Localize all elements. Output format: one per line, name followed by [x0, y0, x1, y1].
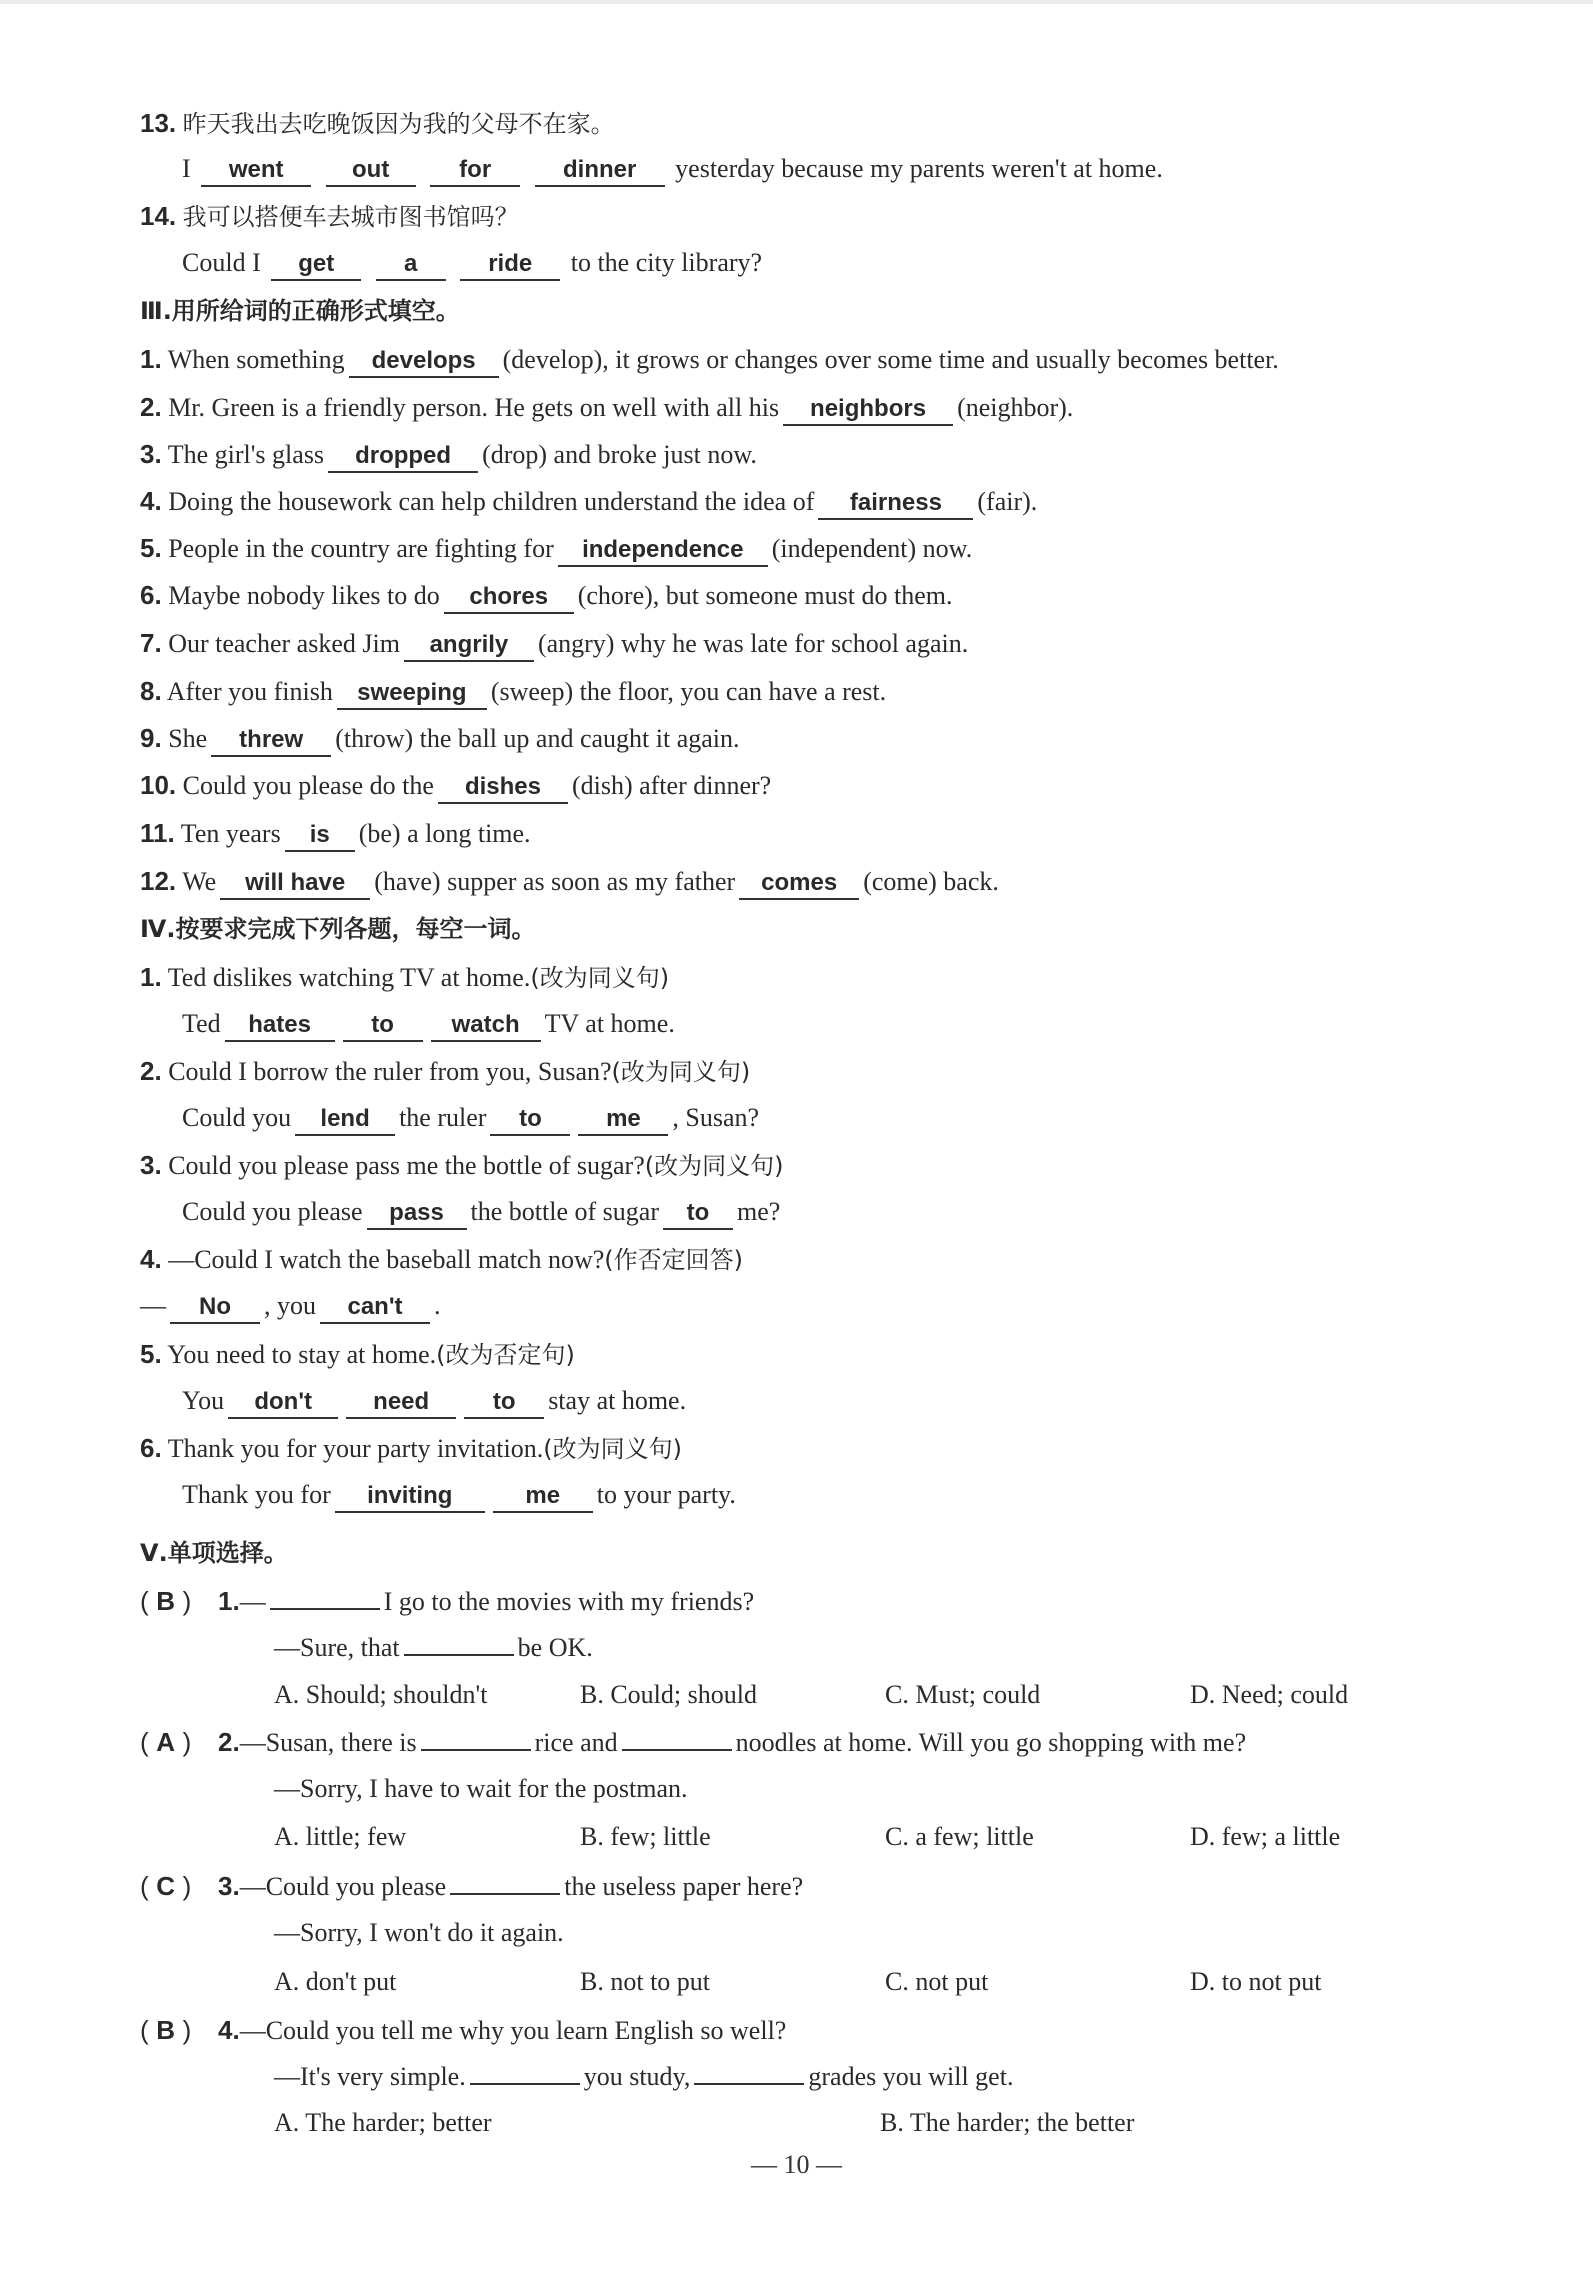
- blank: to: [663, 1198, 733, 1230]
- s3-item: 6. Maybe nobody likes to do chores (chore), but someone must do them.: [140, 576, 1553, 615]
- blank: develops: [349, 346, 499, 378]
- option-b: B. Could; should: [580, 1680, 757, 1709]
- blank: dropped: [328, 441, 478, 473]
- blank: threw: [211, 725, 331, 757]
- blank: need: [346, 1387, 456, 1419]
- blank: went: [201, 155, 311, 187]
- s4-q4-answer: — No , you can't .: [140, 1287, 1553, 1325]
- mc-q1-stem: ( B ) 1.— I go to the movies with my friends?: [140, 1582, 1553, 1621]
- blank: No: [170, 1292, 260, 1324]
- blank: get: [271, 249, 361, 281]
- blank: neighbors: [783, 394, 953, 426]
- blank: angrily: [404, 630, 534, 662]
- s4-q4: 4. —Could I watch the baseball match now?(作否定回答): [140, 1244, 744, 1274]
- blank: to: [464, 1387, 544, 1419]
- blank: don't: [228, 1387, 338, 1419]
- blank: [450, 1869, 560, 1895]
- answer-bracket: ( C ): [140, 1871, 192, 1901]
- blank: dinner: [535, 155, 665, 187]
- s3-item: 5. People in the country are fighting for independence (independent) now.: [140, 529, 1553, 568]
- s3-item: 4. Doing the housework can help children understand the idea of fairness (fair).: [140, 482, 1553, 521]
- blank: chores: [444, 582, 574, 614]
- page-number: — 10 —: [751, 2150, 842, 2179]
- option-a: A. The harder; better: [274, 2108, 492, 2137]
- section-5-title: Ⅴ.单项选择。: [140, 1539, 288, 1567]
- blank: inviting: [335, 1481, 485, 1513]
- blank: fairness: [818, 488, 973, 520]
- s3-item: 9. She threw (throw) the ball up and caught it again.: [140, 719, 1553, 758]
- s4-q2-answer: Could you lend the ruler to me , Susan?: [182, 1099, 1553, 1137]
- option-c: C. not put: [885, 1967, 989, 1996]
- section-3-title: Ⅲ.用所给词的正确形式填空。: [140, 297, 460, 325]
- s3-item: 11. Ten years is (be) a long time.: [140, 814, 1553, 853]
- s4-q3-answer: Could you please pass the bottle of sugar to me?: [182, 1193, 1553, 1231]
- option-b: B. The harder; the better: [880, 2108, 1135, 2137]
- option-c: C. Must; could: [885, 1680, 1041, 1709]
- blank: can't: [320, 1292, 430, 1324]
- blank: a: [376, 249, 446, 281]
- blank: watch: [431, 1010, 541, 1042]
- s4-q6: 6. Thank you for your party invitation.(改为同义句): [140, 1433, 682, 1463]
- section-4-title: Ⅳ.按要求完成下列各题，每空一词。: [140, 915, 536, 943]
- blank: to: [490, 1104, 570, 1136]
- option-b: B. few; little: [580, 1822, 711, 1851]
- s4-q6-answer: Thank you for inviting me to your party.: [182, 1476, 1553, 1514]
- option-d: D. Need; could: [1190, 1680, 1349, 1709]
- blank: [404, 1630, 514, 1656]
- q13-answer: I went out for dinner yesterday because my parents weren't at home.: [182, 150, 1553, 188]
- blank: comes: [739, 868, 859, 900]
- s3-item: 1. When something develops (develop), it grows or changes over some time and usually becomes better.: [140, 340, 1553, 379]
- q14-prompt: 14. 我可以搭便车去城市图书馆吗？: [140, 201, 519, 231]
- s4-q2: 2. Could I borrow the ruler from you, Susan?(改为同义句): [140, 1056, 751, 1086]
- answer-bracket: ( A ): [140, 1727, 192, 1757]
- s4-q5-answer: You don't need to stay at home.: [182, 1382, 1553, 1420]
- s3-item: 8. After you finish sweeping (sweep) the floor, you can have a rest.: [140, 672, 1553, 711]
- blank: is: [285, 820, 355, 852]
- blank: [622, 1725, 732, 1751]
- mc-q3-line2: —Sorry, I won't do it again.: [274, 1918, 564, 1947]
- option-d: D. few; a little: [1190, 1822, 1341, 1851]
- blank: [270, 1584, 380, 1610]
- s3-item: 10. Could you please do the dishes (dish) after dinner?: [140, 766, 1553, 805]
- blank: [421, 1725, 531, 1751]
- option-b: B. not to put: [580, 1967, 711, 1996]
- mc-q1-line2: —Sure, that be OK.: [274, 1629, 1553, 1667]
- s4-q5: 5. You need to stay at home.(改为否定句): [140, 1339, 575, 1369]
- blank: for: [430, 155, 520, 187]
- option-a: A. don't put: [274, 1967, 397, 1996]
- blank: pass: [367, 1198, 467, 1230]
- blank: me: [578, 1104, 668, 1136]
- mc-q2-stem: ( A ) 2.—Susan, there is rice and noodles at home. Will you go shopping with me?: [140, 1723, 1553, 1762]
- blank: independence: [558, 535, 768, 567]
- answer-bracket: ( B ): [140, 2015, 192, 2045]
- blank: out: [326, 155, 416, 187]
- blank: sweeping: [337, 678, 487, 710]
- s4-q1-answer: Ted hates to watch TV at home.: [182, 1005, 1553, 1043]
- mc-q2-line2: —Sorry, I have to wait for the postman.: [274, 1774, 688, 1803]
- s3-item: 2. Mr. Green is a friendly person. He gets on well with all his neighbors (neighbor).: [140, 388, 1553, 427]
- s3-item-12: 12. We will have (have) supper as soon as my father comes (come) back.: [140, 862, 1553, 901]
- q14-answer: Could I get a ride to the city library?: [182, 244, 1553, 282]
- blank: to: [343, 1010, 423, 1042]
- blank: lend: [295, 1104, 395, 1136]
- blank: hates: [225, 1010, 335, 1042]
- s4-q3: 3. Could you please pass me the bottle of sugar?(改为同义句): [140, 1150, 784, 1180]
- blank: [470, 2059, 580, 2085]
- mc-q4-stem: ( B ) 4.—Could you tell me why you learn English so well?: [140, 2011, 1553, 2050]
- mc-q4-line2: —It's very simple. you study, grades you will get.: [274, 2058, 1553, 2096]
- blank: ride: [460, 249, 560, 281]
- s3-item: 7. Our teacher asked Jim angrily (angry) why he was late for school again.: [140, 624, 1553, 663]
- q13-prompt: 13. 昨天我出去吃晚饭因为我的父母不在家。: [140, 108, 615, 138]
- answer-bracket: ( B ): [140, 1586, 192, 1616]
- option-d: D. to not put: [1190, 1967, 1322, 1996]
- blank: dishes: [438, 772, 568, 804]
- s4-q1: 1. Ted dislikes watching TV at home.(改为同义句): [140, 962, 670, 992]
- blank: [694, 2059, 804, 2085]
- top-rule: [0, 0, 1593, 4]
- blank: me: [493, 1481, 593, 1513]
- option-a: A. Should; shouldn't: [274, 1680, 488, 1709]
- option-c: C. a few; little: [885, 1822, 1034, 1851]
- mc-q3-stem: ( C ) 3.—Could you please the useless paper here?: [140, 1867, 1553, 1906]
- option-a: A. little; few: [274, 1822, 407, 1851]
- blank: will have: [220, 868, 370, 900]
- s3-item: 3. The girl's glass dropped (drop) and broke just now.: [140, 435, 1553, 474]
